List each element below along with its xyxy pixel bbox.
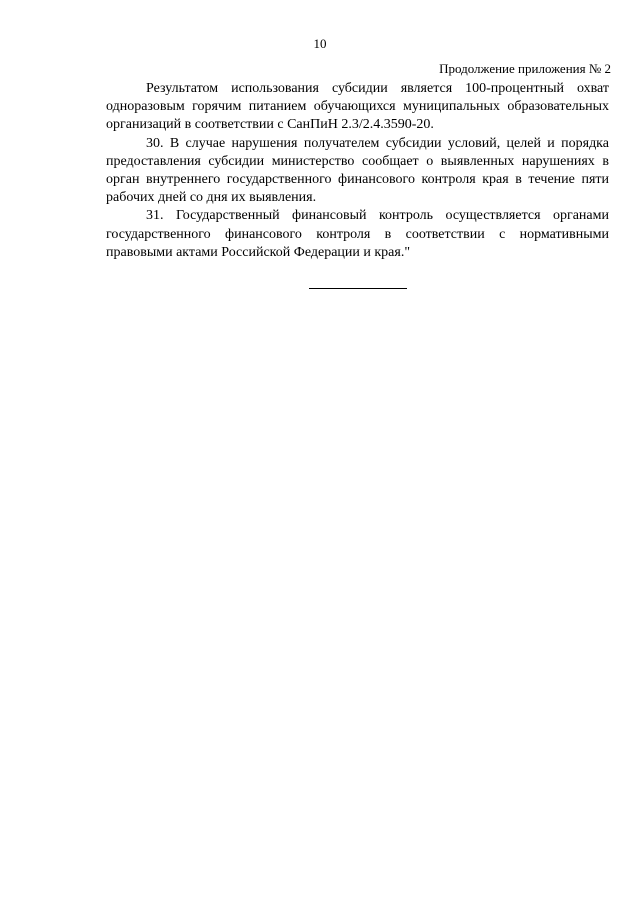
document-body — [106, 80, 609, 262]
paragraph-result: Результатом использования субсидии является 100-процентный охват одноразовым горячим питанием обучающихся муниципальных образовательных организаций в соответствии с СанПиН 2.3/2.4.3590-20. — [106, 81, 609, 133]
paragraph-31: 31. Государственный финансовый контроль осуществляется органами государственного финансового контроля в соответствии с нормативными правовыми актами Российской Федерации и края." — [106, 208, 609, 260]
end-divider-line — [309, 288, 407, 289]
appendix-continuation-note: Продолжение приложения № 2 — [439, 61, 611, 76]
paragraph-30: 30. В случае нарушения получателем субсидии условий, целей и порядка предоставления субсидии министерство сообщает о выявленных нарушениях в орган внутреннего государственного финансового контроля края в течение пяти рабочих дней со дня их выявления. — [106, 135, 609, 206]
page-number: 10 — [313, 36, 327, 51]
